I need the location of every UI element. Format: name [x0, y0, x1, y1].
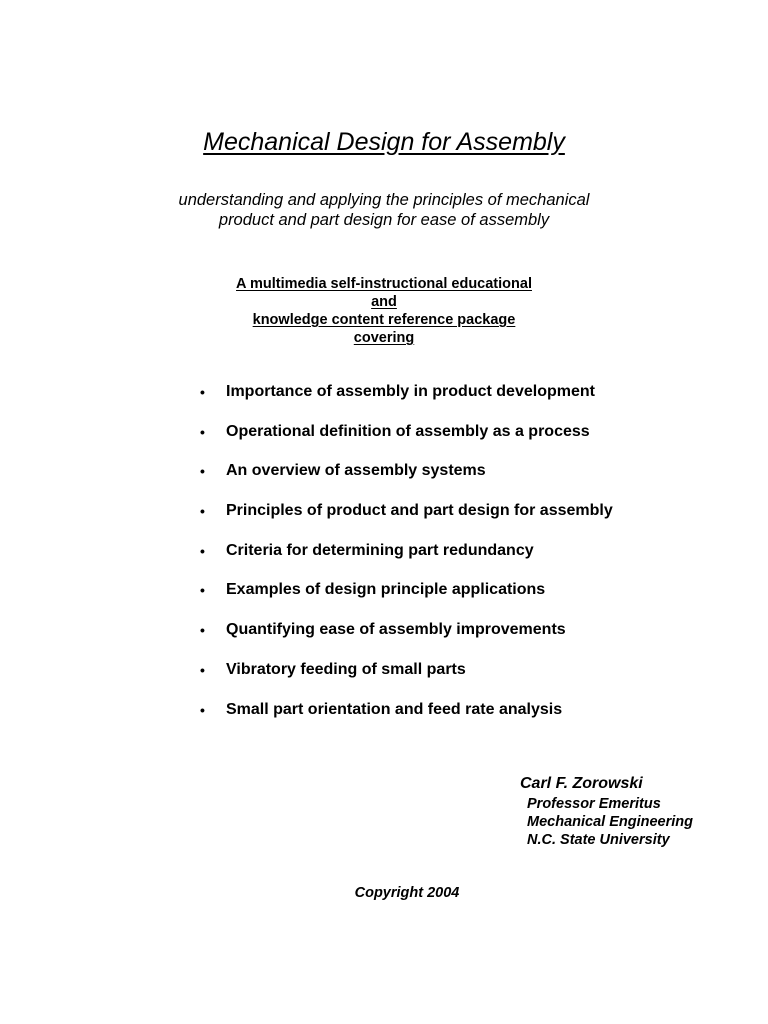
topic-text: Principles of product and part design for assembly [226, 502, 613, 520]
author-position: Professor Emeritus [527, 796, 661, 812]
topic-item [200, 541, 740, 581]
bullet-icon: • [200, 622, 205, 639]
topic-text: Vibratory feeding of small parts [226, 660, 466, 678]
topic-item [200, 580, 740, 620]
document-title: Mechanical Design for Assembly [203, 128, 565, 156]
author-institution: N.C. State University [527, 832, 670, 848]
copyright-notice: Copyright 2004 [354, 885, 460, 901]
topic-item [200, 501, 740, 541]
topics-list [200, 382, 740, 739]
topic-text: An overview of assembly systems [226, 462, 486, 480]
package-line: covering [353, 330, 415, 346]
topic-item [200, 620, 740, 660]
bullet-icon: • [200, 542, 205, 559]
bullet-icon: • [200, 701, 205, 718]
document-subtitle [0, 190, 768, 230]
subtitle-line: understanding and applying the principles of mechanical [178, 191, 590, 209]
package-line: knowledge content reference package [252, 312, 516, 328]
topic-item [200, 660, 740, 700]
package-line: and [371, 294, 397, 310]
author-name: Carl F. Zorowski [520, 775, 643, 792]
topic-text: Quantifying ease of assembly improvements [226, 621, 566, 639]
package-description [0, 275, 768, 347]
bullet-icon: • [200, 582, 205, 599]
bullet-icon: • [200, 423, 205, 440]
topic-text: Small part orientation and feed rate analysis [226, 700, 563, 718]
subtitle-line: product and part design for ease of assembly [218, 211, 550, 229]
bullet-icon: • [200, 661, 205, 678]
author-department: Mechanical Engineering [527, 814, 693, 830]
topic-text: Examples of design principle applications [226, 581, 546, 599]
package-line: A multimedia self-instructional educational [236, 276, 532, 292]
bullet-icon: • [200, 503, 205, 520]
topic-text: Criteria for determining part redundancy [226, 541, 534, 559]
topic-item [200, 422, 740, 462]
topic-text: Importance of assembly in product development [226, 383, 595, 400]
bullet-icon: • [200, 463, 205, 480]
topic-text: Operational definition of assembly as a process [226, 422, 590, 440]
topic-item [200, 700, 740, 740]
topic-item [200, 382, 740, 422]
bullet-icon: • [200, 384, 205, 400]
topic-item [200, 461, 740, 501]
